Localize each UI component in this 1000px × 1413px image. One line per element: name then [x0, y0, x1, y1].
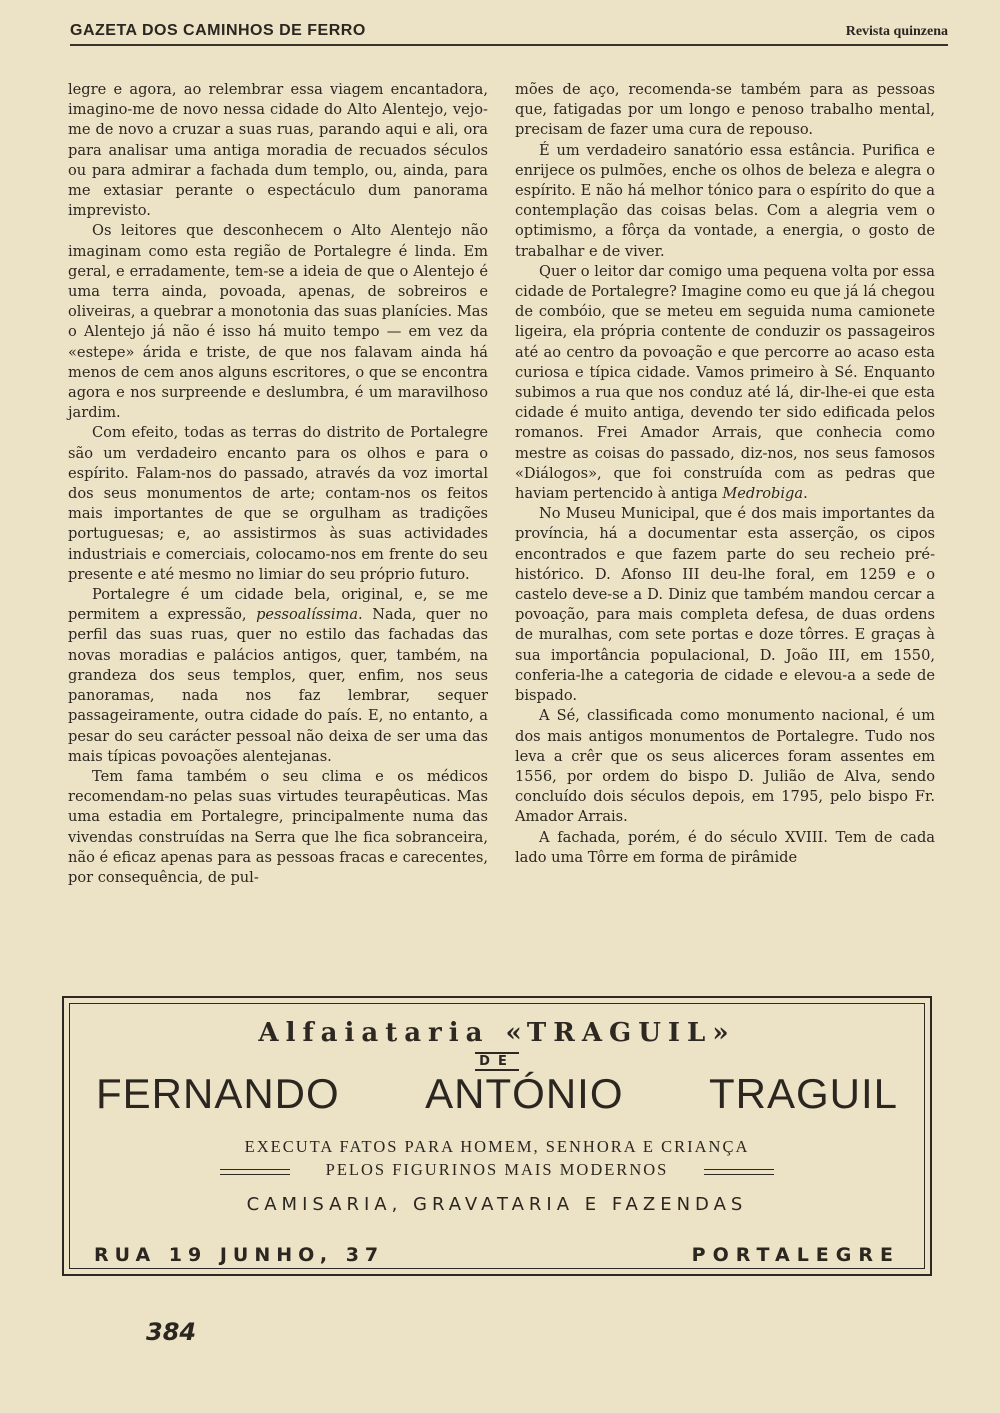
- ad-connector: [70, 1054, 924, 1069]
- emphasized-word: pessoalíssima: [256, 606, 359, 624]
- ad-proprietor-name: [96, 1070, 898, 1118]
- ad-name-word: TRAGUIL: [708, 1070, 898, 1117]
- emphasized-word: Medrobiga: [722, 485, 804, 503]
- paragraph: No Museu Municipal, que é dos mais importantes da província, há a documentar esta asserção, os cipos encontrados e que fazem parte do seu recheio pré-histórico. D. Afonso III deu-lhe foral, em 1259 e o castelo deve-se a D. Diniz que também mandou cercar a povoação, para mais completa defesa, de duas ordens de muralhas, com sete portas e doze tôrres. E graças à sua importância populacional, D. João III, em 1550, conferia-lhe a categoria de cidade e elevou-a a sede de bispado.: [515, 505, 935, 705]
- paragraph: Com efeito, todas as terras do distrito de Portalegre são um verdadeiro encanto para os olhos e para o espírito. Falam-nos do passado, através da voz imortal dos seus monumentos de arte; contam-nos os feitos mais importantes de que se orgulham as tradições portuguesas; e, ao assistirmos às suas actividades industriais e comerciais, colocamo-nos em frente do seu presente e até mesmo no limiar do seu próprio futuro.: [68, 424, 488, 583]
- running-header: [70, 22, 948, 46]
- paragraph: mões de aço, recomenda-se também para as pessoas que, fatigadas por um longo e penoso trabalho mental, precisam de fazer uma cura de repouso.: [515, 81, 935, 139]
- article-column-left: [68, 80, 488, 888]
- ad-title: Alfaiataria «TRAGUIL»: [258, 1018, 736, 1048]
- ad-name-word: ANTÓNIO: [425, 1070, 624, 1117]
- ad-figurinos-line: PELOS FIGURINOS MAIS MODERNOS: [325, 1160, 669, 1179]
- ad-connector-text: DE: [475, 1052, 519, 1071]
- paragraph-text: . Nada, quer no perfil das suas ruas, quer no estilo das fachadas das novas moradias e palácios antigos, quer, também, na grandeza dos seus templos, quer, enfim, nos seus panoramas, nada nos faz lembrar, sequer passageiramente, outra cidade do país. E, no entanto, a pesar do seu carácter pessoal não deixa de ser uma das mais típicas povoações alentejanas.: [68, 606, 488, 765]
- publication-title: GAZETA DOS CAMINHOS DE FERRO: [70, 22, 366, 39]
- ad-products-line: CAMISARIA, GRAVATARIA E FAZENDAS: [246, 1194, 748, 1215]
- paragraph: É um verdadeiro sanatório essa estância. Purifica e enrijece os pulmões, enche os olhos de beleza e alegra o espírito. E não há melhor tónico para o espírito do que a contemplação das coisas belas. Com a alegria vem o optimismo, a fôrça da vontade, a energia, o gosto de trabalhar e de viver.: [515, 141, 935, 260]
- paragraph: A fachada, porém, é do século XVIII. Tem de cada lado uma Tôrre em forma de pirâmide: [515, 828, 935, 866]
- advertisement-inner-border: [69, 1003, 925, 1269]
- ad-address: RUA 19 JUNHO, 37: [94, 1244, 385, 1266]
- paragraph: [68, 585, 488, 767]
- paragraph: [515, 262, 935, 504]
- section-label: Revista quinzena: [845, 24, 948, 39]
- ad-decorative-rule: [704, 1169, 774, 1175]
- advertisement-box: [62, 996, 932, 1276]
- paragraph: Tem fama também o seu clima e os médicos recomendam-no pelas suas virtudes teurapêuticas. Mas uma estadia em Portalegre, principalmente numa das vivendas construídas na Serra que lhe fica sobranceira, não é eficaz apenas para as pessoas fracas e carecentes, por consequência, de pul-: [68, 767, 488, 886]
- article-column-right: [515, 80, 935, 868]
- paragraph: A Sé, classificada como monumento nacional, é um dos mais antigos monumentos de Portalegre. Tudo nos leva a crêr que os seus alicerces foram assentes em 1556, por ordem do bispo D. Julião de Alva, sendo concluído dois séculos depois, em 1795, pelo bispo Fr. Amador Arrais.: [515, 707, 935, 826]
- paragraph-text: Quer o leitor dar comigo uma pequena volta por essa cidade de Portalegre? Imagine como eu que já lá chegou de combóio, que se meteu em seguida numa camionete ligeira, ela própria contente de conduzir os passageiros até ao centro da povoação e que percorre ao acaso esta curiosa e típica cidade. Vamos primeiro à Sé. Enquanto subimos a rua que nos conduz até lá, dir-lhe-ei que esta cidade é muito antiga, devendo ter sido edificada pelos romanos. Frei Amador Arrais, que conhecia como mestre as coisas do passado, diz-nos, nos seus famosos «Diálogos», que foi construída com as pedras que haviam pertencido à antiga: [515, 262, 935, 503]
- paragraph: legre e agora, ao relembrar essa viagem encantadora, imagino-me de novo nessa cidade do Alto Alentejo, vejo-me de novo a cruzar a suas ruas, parando aqui e ali, ora para analisar uma antiga moradia de recuados séculos ou para admirar a fachada dum templo, ou, ainda, para me extasiar perante o espectáculo dum panorama imprevisto.: [68, 81, 488, 220]
- page-number: 384: [146, 1318, 197, 1346]
- paragraph-text: .: [803, 485, 808, 503]
- ad-services-line: EXECUTA FATOS PARA HOMEM, SENHORA E CRIANÇA: [244, 1137, 750, 1156]
- paragraph: Os leitores que desconhecem o Alto Alentejo não imaginam como esta região de Portalegre é linda. Em geral, e erradamente, tem-se a ideia de que o Alentejo é uma terra ainda, povoada, apenas, de sobreiros e oliveiras, a quebrar a monotonia das suas planícies. Mas o Alentejo já não é isso há muito tempo — em vez da «estepe» árida e triste, de que nos falavam ainda há menos de cem anos alguns escritores, o que se encontra agora e nos surpreende e deslumbra, é um maravilhoso jardim.: [68, 222, 488, 422]
- ad-name-word: FERNANDO: [96, 1070, 340, 1117]
- ad-city: PORTALEGRE: [691, 1244, 900, 1266]
- paragraph-text: Portalegre é um cidade bela, original, e, se me permitem a expressão,: [68, 586, 488, 624]
